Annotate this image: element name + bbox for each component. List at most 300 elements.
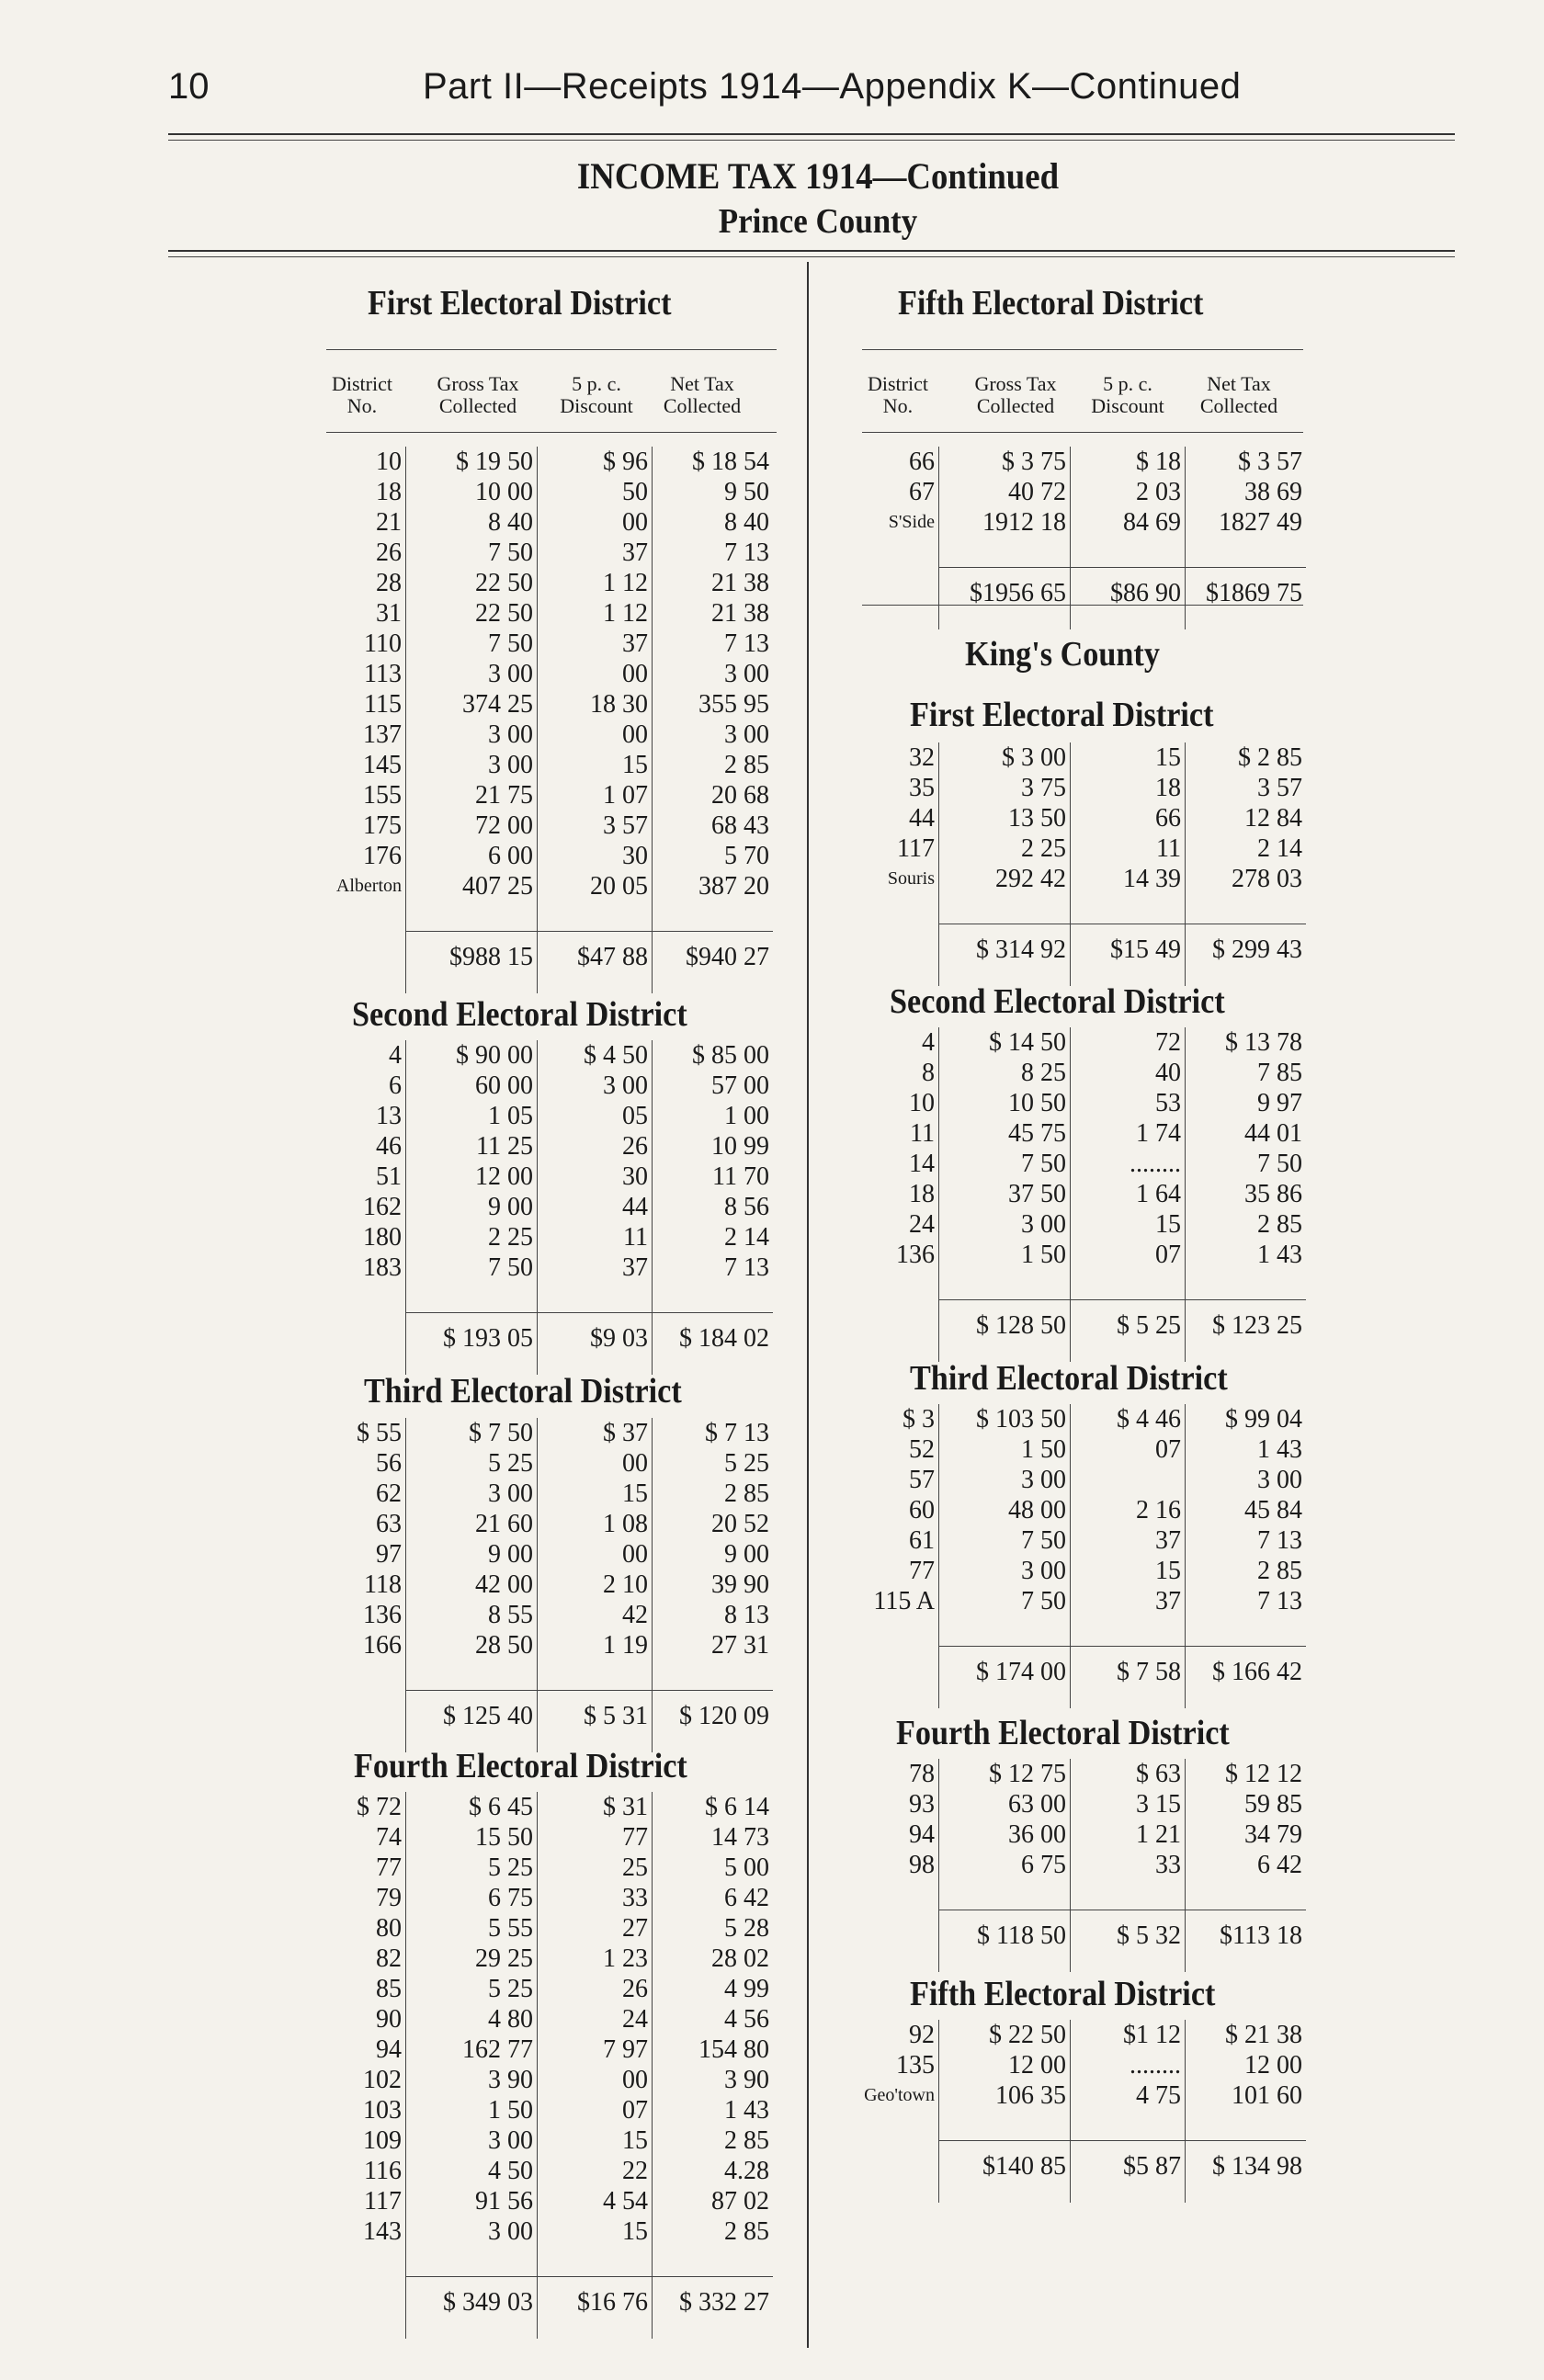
discount-cell: 3 57 — [603, 811, 648, 840]
net-tax-cell: 3 00 — [724, 660, 769, 688]
table-row — [850, 1027, 1310, 1058]
district-no-cell: 155 — [363, 781, 402, 810]
gross-tax-cell: 28 50 — [475, 1631, 533, 1660]
header-rule — [168, 133, 1455, 135]
net-tax-cell: 68 43 — [711, 811, 769, 840]
table-row — [850, 1118, 1310, 1149]
table-row — [850, 447, 1310, 477]
district-no-cell: 4 — [922, 1028, 935, 1057]
net-tax-cell: 35 86 — [1244, 1180, 1302, 1208]
gross-tax-cell: $ 90 00 — [456, 1041, 533, 1070]
table-row — [317, 1792, 777, 1822]
title-rule-thin — [168, 256, 1455, 257]
gross-tax-cell: 42 00 — [475, 1570, 533, 1599]
discount-cell: 77 — [622, 1823, 648, 1852]
header-net-tax-r: Net Tax Collected — [1199, 372, 1278, 417]
table-row — [850, 1240, 1310, 1270]
page-number: 10 — [168, 66, 210, 107]
discount-cell: 37 — [1155, 1526, 1181, 1555]
district-no-cell: 78 — [909, 1760, 935, 1788]
discount-cell: 1 23 — [603, 1944, 648, 1973]
gross-tax-cell: 3 00 — [488, 1479, 533, 1508]
column-separator — [537, 1792, 538, 2339]
section-title-prince-third: Third Electoral District — [364, 1372, 682, 1411]
net-tax-cell: 14 73 — [711, 1823, 769, 1852]
discount-cell: ........ — [1130, 2051, 1181, 2080]
discount-cell: 30 — [622, 842, 648, 870]
table-row — [317, 659, 777, 689]
discount-cell: $ 63 — [1136, 1760, 1181, 1788]
net-tax-cell: 20 52 — [711, 1510, 769, 1538]
table-row — [317, 1853, 777, 1883]
discount-cell: 22 — [622, 2157, 648, 2185]
net-tax-cell: 1 43 — [1257, 1241, 1302, 1269]
net-tax-cell: 355 95 — [698, 690, 769, 719]
discount-cell: 25 — [622, 1853, 648, 1882]
table-row — [317, 2125, 777, 2156]
net-tax-cell: $ 6 14 — [705, 1793, 769, 1821]
discount-cell: 50 — [622, 478, 648, 506]
gross-tax-cell: 7 50 — [1021, 1587, 1066, 1615]
discount-total: $ 5 31 — [584, 1702, 648, 1730]
discount-cell: 00 — [622, 2066, 648, 2094]
gross-tax-cell: $ 103 50 — [976, 1405, 1066, 1434]
discount-cell: 1 64 — [1136, 1180, 1181, 1208]
total-rule — [938, 1299, 1306, 1300]
discount-cell: 18 — [1155, 774, 1181, 802]
gross-tax-cell: 37 50 — [1008, 1180, 1066, 1208]
discount-total: $ 7 58 — [1117, 1658, 1181, 1686]
district-no-cell: 24 — [909, 1210, 935, 1239]
district-no-cell: 137 — [363, 720, 402, 749]
gross-total: $ 125 40 — [443, 1702, 533, 1730]
district-no-cell: 82 — [376, 1944, 402, 1973]
district-no-cell: 115 — [364, 690, 402, 719]
net-tax-cell: 3 00 — [1257, 1466, 1302, 1494]
discount-cell: 1 12 — [603, 569, 648, 597]
discount-cell: 15 — [622, 751, 648, 779]
table-row — [317, 1944, 777, 1974]
table-row — [317, 1448, 777, 1479]
gross-tax-cell: 12 00 — [475, 1162, 533, 1191]
table-row — [317, 2034, 777, 2065]
discount-cell: 1 19 — [603, 1631, 648, 1660]
total-rule — [405, 2276, 773, 2277]
district-no-cell: 35 — [909, 774, 935, 802]
gross-tax-cell: 1 50 — [488, 2096, 533, 2125]
gross-tax-cell: 8 25 — [1021, 1059, 1066, 1087]
net-total: $1869 75 — [1206, 579, 1302, 607]
total-row — [317, 942, 777, 972]
table-row — [850, 2050, 1310, 2080]
net-tax-cell: 7 13 — [1257, 1526, 1302, 1555]
district-no-cell: Alberton — [335, 876, 402, 896]
gross-total: $ 128 50 — [976, 1311, 1066, 1340]
district-no-cell: 118 — [364, 1570, 402, 1599]
net-tax-cell: 12 00 — [1244, 2051, 1302, 2080]
net-tax-cell: $ 85 00 — [692, 1041, 769, 1070]
district-no-cell: 46 — [376, 1132, 402, 1161]
total-row — [317, 1323, 777, 1354]
table-row — [850, 1819, 1310, 1850]
table-row — [317, 720, 777, 750]
discount-cell: 20 05 — [590, 872, 648, 901]
net-tax-cell: 59 85 — [1244, 1790, 1302, 1819]
table-row — [850, 1404, 1310, 1434]
gross-tax-cell: 12 00 — [1008, 2051, 1066, 2080]
district-no-cell: 31 — [376, 599, 402, 628]
discount-cell: 2 16 — [1136, 1496, 1181, 1524]
gross-tax-cell: 374 25 — [462, 690, 533, 719]
table-row — [317, 1192, 777, 1222]
discount-cell: ........ — [1130, 1150, 1181, 1178]
discount-cell: 15 — [1155, 1210, 1181, 1239]
net-total: $ 134 98 — [1212, 2152, 1302, 2181]
discount-cell: 00 — [622, 660, 648, 688]
table-row — [317, 1222, 777, 1252]
net-tax-cell: 8 56 — [724, 1193, 769, 1221]
discount-cell: 27 — [622, 1914, 648, 1943]
discount-cell: $ 37 — [603, 1419, 648, 1447]
district-no-cell: 51 — [376, 1162, 402, 1191]
discount-total: $15 49 — [1110, 935, 1181, 964]
gross-tax-cell: 5 55 — [488, 1914, 533, 1943]
net-tax-cell: 21 38 — [711, 599, 769, 628]
net-tax-cell: 2 85 — [724, 2126, 769, 2155]
table-row — [317, 2156, 777, 2186]
section-title-kings-fifth: Fifth Electoral District — [910, 1975, 1216, 2013]
district-no-cell: 57 — [909, 1466, 935, 1494]
discount-cell: 4 75 — [1136, 2081, 1181, 2110]
district-no-cell: 175 — [363, 811, 402, 840]
district-no-cell: 117 — [897, 834, 935, 863]
net-tax-cell: 45 84 — [1244, 1496, 1302, 1524]
table-row — [317, 477, 777, 507]
net-tax-cell: $ 2 85 — [1238, 743, 1302, 772]
net-tax-cell: 3 90 — [724, 2066, 769, 2094]
district-no-cell: 93 — [909, 1790, 935, 1819]
header-district-no: District No. — [332, 372, 392, 417]
section-title-kings-third: Third Electoral District — [910, 1359, 1228, 1398]
discount-cell: 26 — [622, 1975, 648, 2003]
net-tax-cell: 1827 49 — [1219, 508, 1302, 537]
gross-tax-cell: 3 00 — [1021, 1557, 1066, 1585]
net-tax-cell: 8 40 — [724, 508, 769, 537]
table-row — [317, 629, 777, 659]
district-no-cell: 94 — [909, 1820, 935, 1849]
gross-tax-cell: 292 42 — [995, 865, 1066, 893]
gross-total: $ 193 05 — [443, 1324, 533, 1353]
total-rule — [938, 1646, 1306, 1647]
net-tax-cell: 20 68 — [711, 781, 769, 810]
table-row — [850, 1525, 1310, 1556]
table-row — [317, 538, 777, 568]
table-row — [850, 1586, 1310, 1616]
discount-cell: 00 — [622, 1540, 648, 1569]
net-tax-cell: 4 56 — [724, 2005, 769, 2034]
table-row — [317, 1101, 777, 1131]
district-no-cell: 63 — [376, 1510, 402, 1538]
gross-tax-cell: $ 7 50 — [469, 1419, 533, 1447]
table-row — [850, 1465, 1310, 1495]
table-row — [317, 1479, 777, 1509]
gross-tax-cell: 407 25 — [462, 872, 533, 901]
discount-cell: 26 — [622, 1132, 648, 1161]
table-row — [317, 1600, 777, 1630]
column-separator — [405, 1792, 406, 2339]
table-row — [317, 1418, 777, 1448]
discount-cell: 2 03 — [1136, 478, 1181, 506]
total-row — [850, 935, 1310, 965]
gross-tax-cell: 7 50 — [488, 1253, 533, 1282]
column-separator — [652, 1792, 653, 2339]
net-tax-cell: 7 50 — [1257, 1150, 1302, 1178]
discount-total: $47 88 — [577, 943, 648, 971]
district-no-cell: $ 3 — [903, 1405, 935, 1434]
gross-tax-cell: 7 50 — [488, 629, 533, 658]
gross-tax-cell: 2 25 — [488, 1223, 533, 1252]
net-tax-cell: 2 85 — [724, 2217, 769, 2246]
gross-tax-cell: 1 50 — [1021, 1435, 1066, 1464]
net-tax-cell: 34 79 — [1244, 1820, 1302, 1849]
gross-tax-cell: 4 50 — [488, 2157, 533, 2185]
district-no-cell: 79 — [376, 1884, 402, 1912]
net-tax-cell: 7 13 — [1257, 1587, 1302, 1615]
net-tax-cell: 3 00 — [724, 720, 769, 749]
gross-tax-cell: 10 50 — [1008, 1089, 1066, 1117]
discount-cell: 37 — [622, 1253, 648, 1282]
gross-total: $ 118 50 — [977, 1921, 1066, 1950]
gross-tax-cell: 4 80 — [488, 2005, 533, 2034]
header-district-no-r: District No. — [868, 372, 928, 417]
district-no-cell: 4 — [389, 1041, 402, 1070]
gross-total: $ 314 92 — [976, 935, 1066, 964]
district-no-cell: 14 — [909, 1150, 935, 1178]
gross-tax-cell: $ 22 50 — [989, 2021, 1066, 2049]
column-divider — [807, 262, 809, 2348]
district-no-cell: 103 — [363, 2096, 402, 2125]
discount-total: $9 03 — [590, 1324, 648, 1353]
net-tax-cell: 4 99 — [724, 1975, 769, 2003]
discount-cell: 33 — [622, 1884, 648, 1912]
district-no-cell: S'Side — [888, 512, 935, 532]
net-tax-cell: 8 13 — [724, 1601, 769, 1629]
net-tax-cell: 39 90 — [711, 1570, 769, 1599]
table-row — [317, 1162, 777, 1192]
column-separator — [652, 447, 653, 993]
table-row — [850, 742, 1310, 773]
district-no-cell: 77 — [909, 1557, 935, 1585]
discount-cell: 84 69 — [1123, 508, 1181, 537]
discount-total: $16 76 — [577, 2288, 648, 2317]
gross-tax-cell: 3 00 — [488, 720, 533, 749]
discount-cell: 15 — [622, 2217, 648, 2246]
net-tax-cell: $ 12 12 — [1225, 1760, 1302, 1788]
net-tax-cell: 1 43 — [724, 2096, 769, 2125]
total-rule — [405, 931, 773, 932]
district-no-cell: 62 — [376, 1479, 402, 1508]
district-no-cell: 102 — [363, 2066, 402, 2094]
discount-cell: 37 — [622, 538, 648, 567]
net-tax-cell: $ 18 54 — [692, 448, 769, 476]
net-total: $ 120 09 — [679, 1702, 769, 1730]
gross-total: $ 174 00 — [976, 1658, 1066, 1686]
net-tax-cell: 4.28 — [724, 2157, 769, 2185]
discount-cell: 7 97 — [603, 2035, 648, 2064]
district-no-cell: 21 — [376, 508, 402, 537]
net-tax-cell: 5 28 — [724, 1914, 769, 1943]
discount-cell: 00 — [622, 720, 648, 749]
gross-tax-cell: 5 25 — [488, 1853, 533, 1882]
district-no-cell: 32 — [909, 743, 935, 772]
total-row — [850, 1921, 1310, 1951]
district-no-cell: 26 — [376, 538, 402, 567]
table-row — [850, 1850, 1310, 1880]
section-title-kings-fourth: Fourth Electoral District — [896, 1714, 1230, 1752]
table-row — [850, 477, 1310, 507]
table-row — [850, 1149, 1310, 1179]
discount-cell: 15 — [622, 2126, 648, 2155]
district-no-cell: $ 55 — [357, 1419, 402, 1447]
gross-tax-cell: 3 00 — [1021, 1210, 1066, 1239]
discount-cell: 72 — [1155, 1028, 1181, 1057]
net-tax-cell: 9 97 — [1257, 1089, 1302, 1117]
district-no-cell: 18 — [376, 478, 402, 506]
table-row — [850, 1759, 1310, 1789]
discount-cell: 30 — [622, 1162, 648, 1191]
district-no-cell: 61 — [909, 1526, 935, 1555]
section-title-kings-first: First Electoral District — [910, 696, 1214, 734]
district-no-cell: 66 — [909, 448, 935, 476]
table-row — [317, 447, 777, 477]
gross-tax-cell: $ 3 00 — [1002, 743, 1066, 772]
net-tax-cell: 11 70 — [712, 1162, 769, 1191]
gross-tax-cell: 63 00 — [1008, 1790, 1066, 1819]
gross-tax-cell: 1912 18 — [982, 508, 1066, 537]
net-tax-cell: 21 38 — [711, 569, 769, 597]
district-no-cell: 176 — [363, 842, 402, 870]
district-no-cell: 135 — [896, 2051, 935, 2080]
table-row — [850, 1556, 1310, 1586]
net-tax-cell: 10 99 — [711, 1132, 769, 1161]
table-row — [317, 1883, 777, 1913]
net-tax-cell: 6 42 — [1257, 1851, 1302, 1879]
discount-cell: 11 — [1156, 834, 1181, 863]
section-title-prince-fourth: Fourth Electoral District — [354, 1747, 687, 1785]
net-tax-cell: $ 7 13 — [705, 1419, 769, 1447]
district-no-cell: 13 — [376, 1102, 402, 1130]
net-tax-cell: 154 80 — [698, 2035, 769, 2064]
gross-tax-cell: $ 6 45 — [469, 1793, 533, 1821]
gross-tax-cell: 91 56 — [475, 2187, 533, 2216]
discount-cell: 07 — [1155, 1241, 1181, 1269]
discount-cell: 3 00 — [603, 1071, 648, 1100]
table-row — [850, 833, 1310, 864]
net-total: $ 184 02 — [679, 1324, 769, 1353]
title-rule — [168, 250, 1455, 252]
table-row — [850, 1058, 1310, 1088]
table-row — [317, 871, 777, 901]
total-row — [317, 1701, 777, 1731]
district-no-cell: 136 — [363, 1601, 402, 1629]
table-row — [317, 2095, 777, 2125]
total-rule — [405, 1690, 773, 1691]
district-no-cell: 113 — [364, 660, 402, 688]
header-discount-r: 5 p. c. Discount — [1091, 372, 1164, 417]
table-row — [317, 1539, 777, 1570]
district-no-cell: 80 — [376, 1914, 402, 1943]
discount-cell: 00 — [622, 508, 648, 537]
discount-cell: $ 31 — [603, 1793, 648, 1821]
discount-cell: 44 — [622, 1193, 648, 1221]
table-row — [317, 810, 777, 841]
discount-cell: 2 10 — [603, 1570, 648, 1599]
gross-tax-cell: 3 00 — [488, 2126, 533, 2155]
net-total: $113 18 — [1220, 1921, 1302, 1950]
gross-tax-cell: 22 50 — [475, 599, 533, 628]
district-no-cell: 94 — [376, 2035, 402, 2064]
gross-tax-cell: 9 00 — [488, 1193, 533, 1221]
gross-tax-cell: 72 00 — [475, 811, 533, 840]
table-row — [317, 507, 777, 538]
table-row — [850, 1434, 1310, 1465]
district-no-cell: 90 — [376, 2005, 402, 2034]
district-no-cell: 117 — [364, 2187, 402, 2216]
net-tax-cell: 27 31 — [711, 1631, 769, 1660]
table-row — [850, 1495, 1310, 1525]
net-tax-cell: 2 85 — [1257, 1557, 1302, 1585]
district-no-cell: Geo'town — [864, 2085, 935, 2105]
table-row — [317, 689, 777, 720]
header-rule-thin — [168, 140, 1455, 141]
net-total: $940 27 — [686, 943, 769, 971]
table-row — [317, 1040, 777, 1071]
gross-tax-cell: 5 25 — [488, 1975, 533, 2003]
total-row — [850, 2151, 1310, 2182]
table-row — [850, 1088, 1310, 1118]
net-tax-cell: 38 69 — [1244, 478, 1302, 506]
net-tax-cell: 2 14 — [724, 1223, 769, 1252]
district-no-cell: 52 — [909, 1435, 935, 1464]
section-title-prince-fifth: Fifth Electoral District — [898, 284, 1204, 323]
gross-total: $988 15 — [449, 943, 533, 971]
gross-tax-cell: 48 00 — [1008, 1496, 1066, 1524]
gross-tax-cell: 3 75 — [1021, 774, 1066, 802]
table-row — [317, 780, 777, 810]
table-row — [317, 1822, 777, 1853]
district-no-cell: 136 — [896, 1241, 935, 1269]
discount-total: $ 5 32 — [1117, 1921, 1181, 1950]
district-no-cell: 74 — [376, 1823, 402, 1852]
gross-tax-cell: 5 25 — [488, 1449, 533, 1478]
net-tax-cell: 44 01 — [1244, 1119, 1302, 1148]
gross-tax-cell: 3 90 — [488, 2066, 533, 2094]
section-title-prince-first: First Electoral District — [368, 284, 672, 323]
table-row — [317, 1071, 777, 1101]
discount-cell: $ 96 — [603, 448, 648, 476]
district-no-cell: 115 A — [873, 1587, 935, 1615]
header-discount: 5 p. c. Discount — [560, 372, 633, 417]
gross-tax-cell: 21 75 — [475, 781, 533, 810]
net-tax-cell: 9 00 — [724, 1540, 769, 1569]
net-tax-cell: 101 60 — [1232, 2081, 1302, 2110]
district-no-cell: 145 — [363, 751, 402, 779]
net-tax-cell: 5 00 — [724, 1853, 769, 1882]
gross-tax-cell: 1 50 — [1021, 1241, 1066, 1269]
district-no-cell: 143 — [363, 2217, 402, 2246]
district-no-cell: 180 — [363, 1223, 402, 1252]
discount-cell: 42 — [622, 1601, 648, 1629]
